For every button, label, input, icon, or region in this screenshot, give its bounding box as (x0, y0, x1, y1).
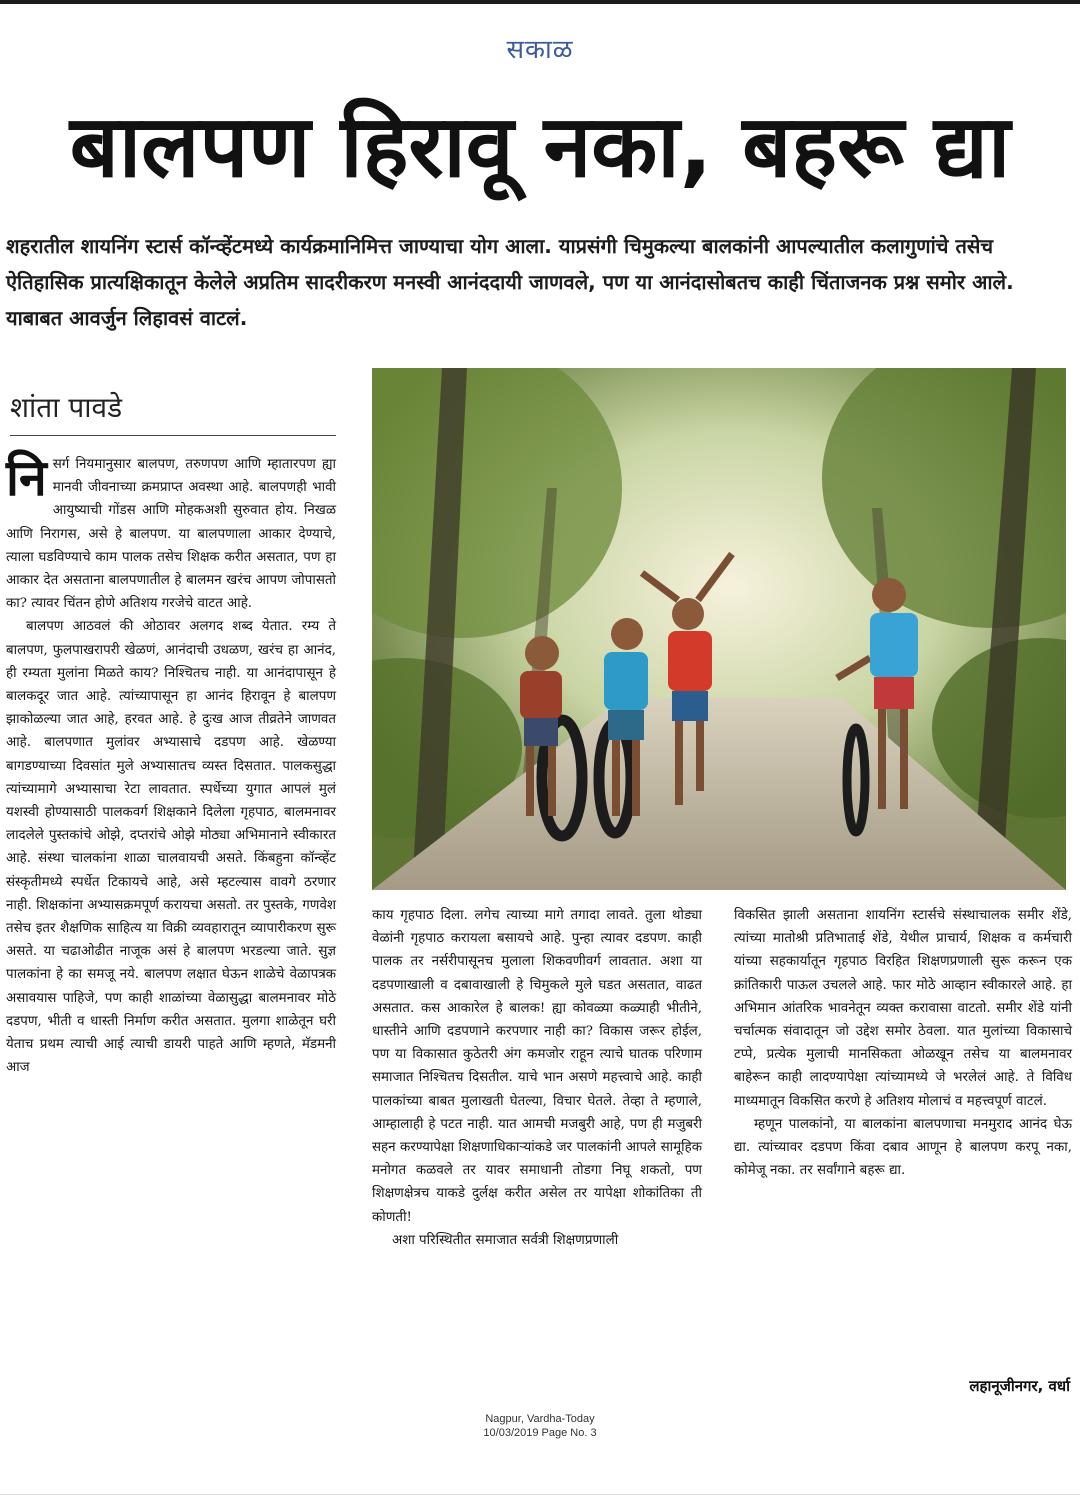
newspaper-masthead: सकाळ (506, 35, 574, 65)
edition-name: Nagpur, Vardha-Today (485, 1413, 595, 1425)
bottom-border (0, 1494, 1080, 1495)
article-intro: शहरातील शायनिंग स्टार्स कॉन्व्हेंटमध्ये कार्यक्रमानिमित्त जाण्याचा योग आला. याप्रसंगी चिमुकल्या बालकांनी आपल्यातील कलागुणांचे तसेच ऐतिहासिक प्रात्यक्षिकातून केलेले अप्रतिम सादरीकरण मनस्वी आनंददायी जाणवले, पण या आनंदासोबतच काही चिंताजनक प्रश्न समोर आले. याबाबत आवर्जुन लिहावसं वाटलं. (6, 234, 1014, 330)
children-playing-tyres-illustration (372, 368, 1066, 890)
paragraph-1-text: सर्ग नियमानुसार बालपण, तरुणपण आणि म्हातारपण ह्या मानवी जीवनाच्या क्रमप्राप्त अवस्था आहे. बालपणही भावी आयुष्याची गोंडस आणि मोहकअशी सुरुवात होय. निखळ आणि निरागस, असे हे बालपण. या बालपणाला आकार देण्याचे, त्याला घडविण्याचे काम पालक तसेच शिक्षक करीत असतात, पण हा आकार देत असताना बालपणातील हे बालमन खरंच आपण जोपासतो का? त्यावर चिंतन होणे अतिशय गरजेचे वाटत आहे. (6, 457, 336, 612)
article-photo (372, 368, 1066, 890)
byline-divider (10, 435, 336, 436)
paragraph-6: म्हणून पालकांनो, या बालकांना बालपणाचा मनमुराद आनंद घेऊ द्या. त्यांच्यावर दडपण किंवा दबाव आणून हे बालपण करपू नका, कोमेजू नका. तर सर्वांगाने बहरू द्या. (734, 1116, 1072, 1179)
edition-footer (400, 1412, 680, 1440)
paragraph-3: काय गृहपाठ दिला. लगेच त्याच्या मागे तगादा लावते. तुला थोड्या वेळांनी गृहपाठ करायला बसायचे आहे. पुन्हा त्यावर दडपण. काही पालक तर नर्सरीपासूनच मुलाला शिकवणीवर्ग लावतात. अशा या दडपणाखाली व दबावाखाली हे चिमुकले मुले घडत असतात, वाढत असतात. कस आकारेल हे बालक! ह्या कोवळ्या कळ्याही भीतीने, धास्तीने आणि दडपणाने करपणार नाही का? विकास जरूर होईल, पण या विकासात कुठेतरी अंग कमजोर राहून त्याचे घातक परिणाम समाजात निश्चितच दिसतील. याचे भान असणे महत्त्वाचे आहे. काही पालकांच्या बाबत मुलाखती घेतल्या, विचार घेतले. तेव्हा ते म्हणाले, आम्हालाही हे पटत नाही. यात आमची मजबुरी आहे, पण ही मजुबरी सहन करण्यापेक्षा शिक्षणाधिकाऱ्यांकडे जर पालकांनी आपले सामूहिक मनोगत कळवले तर यावर समाधानी तोडगा निघू शकतो, पण शिक्षणक्षेत्रच याकडे दुर्लक्ष करीत असेल तर यापेक्षा शोकांतिका ती कोणती! (372, 908, 702, 1225)
article-column-1 (6, 449, 336, 1079)
paragraph-5: विकसित झाली असताना शायनिंग स्टार्सचे संस्थाचालक समीर शेंडे, त्यांच्या मातोश्री प्रतिभाताई शेंडे, येथील प्राचार्य, शिक्षक व कर्मचारी यांच्या सहकार्यातून गृहपाठ विरहित शिक्षणप्रणाली सुरू करून एक क्रांतिकारी पाऊल उचलले आहे. फार मोठे आव्हान स्वीकारले आहे. हा अभिमान आंतरिक भावनेतून व्यक्त करावासा वाटतो. समीर शेंडे यांनी चर्चात्मक संवादातून जो उद्देश समोर ठेवला. यात मुलांच्या विकासाचे टप्पे, प्रत्येक मुलाची मानसिकता ओळखून तसेच या बालमनावर बाहेरून काही लादण्यापेक्षा त्यांच्यामध्ये जे भरलेलं आहे. ते विविध माध्यमातून विकसित करणे हे अतिशय मोलाचं व महत्त्वपूर्ण वाटलं. (734, 908, 1072, 1109)
author-byline: शांता पावडे (10, 391, 123, 424)
article-column-3 (734, 904, 1072, 1182)
author-location: लहानूजीनगर, वर्धा (969, 1377, 1070, 1395)
top-border (0, 0, 1080, 4)
paragraph-1 (6, 449, 336, 615)
edition-date-page: 10/03/2019 Page No. 3 (483, 1427, 597, 1439)
drop-cap: नि (6, 449, 47, 507)
paragraph-4: अशा परिस्थितीत समाजात सर्वत्री शिक्षणप्रणाली (392, 1232, 619, 1248)
paragraph-2: बालपण आठवलं की ओठावर अलगद शब्द येतात. रम्य ते बालपण, फुलपाखरापरी खेळणं, आनंदाची उधळण, खरंच हा आनंद, ही रम्यता मुलांना मिळते काय? निश्चितच नाही. या आनंदापासून हे बालकदूर जात आहे. त्यांच्यापासून हा आनंद हिरावून हे बालपण झाकोळल्या जात आहे, हरवत आहे. हे दुःख आज तीव्रतेने जाणवत आहे. बालपणात मुलांवर अभ्यासाचे दडपण आहे. खेळण्या बागडण्याच्या दिवसांत मुले अभ्यासातच व्यस्त दिसतात. पालकसुद्धा त्यांच्यामागे अभ्यासाचा रेटा लावतात. स्पर्धेच्या युगात आपलं मुलं यशस्वी होण्यासाठी पालकवर्ग शिक्षकाने दिलेला गृहपाठ, बालमनावर लादलेले पुस्तकांचे ओझे, दप्तरांचे ओझे मोठ्या अभिमानाने स्वीकारत आहे. संस्था चालकांना शाळा चालवायची असते. किंबहुना कॉन्व्हेंट संस्कृतीमध्ये स्पर्धेत टिकायचे आहे, असे म्हटल्यास वावगे ठरणार नाही. शिक्षकांना अभ्यासक्रमपूर्ण करायचा असतो. तर पुस्तके, गणवेश तसेच इतर शैक्षणिक साहित्य या विक्री व्यवहारातून व्यापारीकरण सुरू असते. या चढाओढीत नाजूक असं हे बालपण भरडल्या जाते. सुज्ञ पालकांना हे का समजू नये. बालपण लक्षात घेऊन शाळेचे वेळापत्रक असावयास पाहिजे, पण काही शाळांच्या वेळासुद्धा बालमनावर मोठे दडपण, भीती व धास्ती निर्माण करीत असतात. मुलगा शाळेतून घरी येताच प्रथम त्याची आई त्याची डायरी पाहते आणि म्हणते, मॅडमनी आज (6, 619, 336, 1076)
article-column-2 (372, 904, 702, 1252)
article-headline: बालपण हिरावू नका, बहरू द्या (69, 97, 1011, 197)
